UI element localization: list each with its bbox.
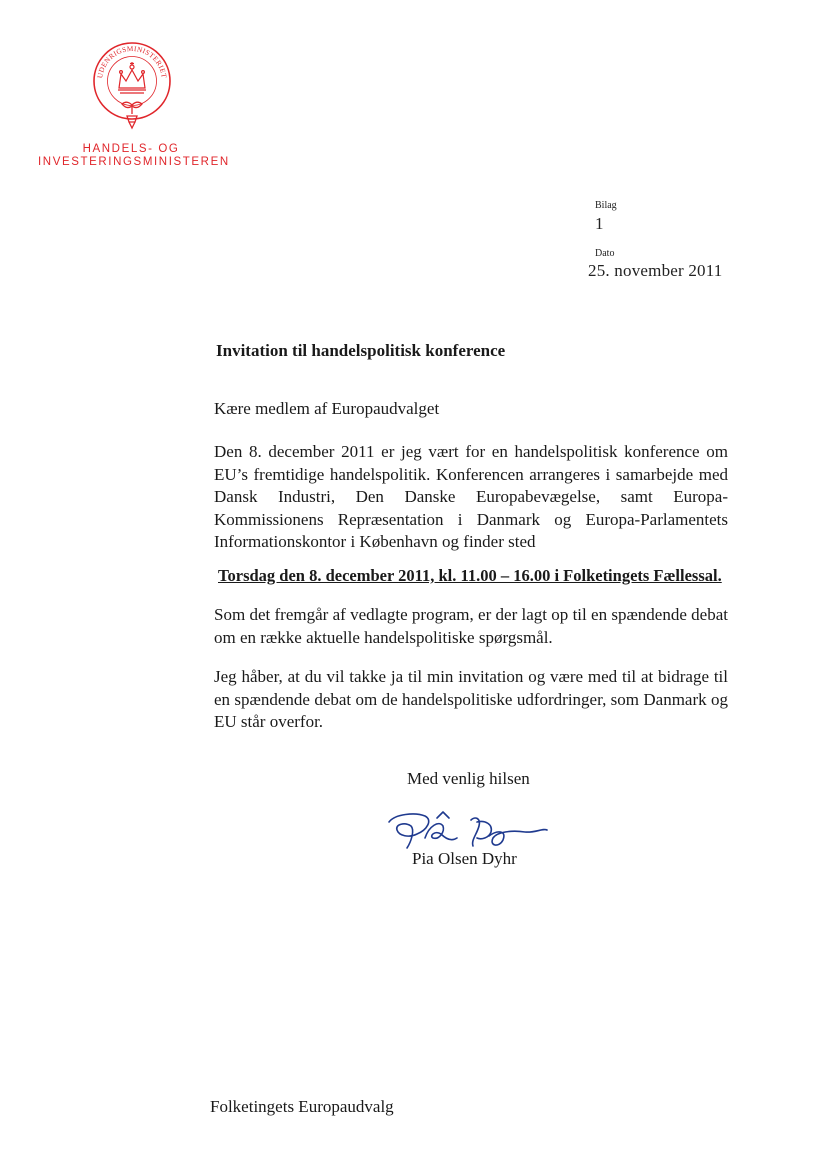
signer-name: Pia Olsen Dyhr bbox=[412, 849, 517, 868]
svg-text:UDENRIGSMINISTERIET: UDENRIGSMINISTERIET bbox=[96, 44, 168, 79]
ministry-line-2: INVESTERINGSMINISTEREN bbox=[38, 156, 230, 168]
bilag-label: Bilag bbox=[595, 200, 617, 211]
letter-subject: Invitation til handelspolitisk konference bbox=[216, 341, 506, 360]
salutation: Kære medlem af Europaudvalget bbox=[214, 399, 440, 418]
recipient-name: Folketingets Europaudvalg bbox=[210, 1097, 394, 1116]
ministry-line-1: HANDELS- OG bbox=[82, 143, 180, 155]
ministry-name bbox=[38, 143, 230, 169]
paragraph-invitation: Den 8. december 2011 er jeg vært for en handelspolitisk konference om EU’s fremtidige handelspolitik. Konferencen arrangeres i samarbejde med Dansk Industri, Den Danske Europabevægelse, samt Europa-Kommissionens Repræsentation i Danmark og Europa-Parlamentets Informationskontor i København og finder sted bbox=[214, 442, 728, 551]
bilag-value: 1 bbox=[595, 214, 604, 233]
dato-value: 25. november 2011 bbox=[588, 261, 723, 280]
paragraph-closing-remarks: Jeg håber, at du vil takke ja til min invitation og være med til at bidrage til en spændende debat om de handelspolitiske udfordringer, som Danmark og EU står overfor. bbox=[214, 667, 728, 731]
paragraph-program: Som det fremgår af vedlagte program, er der lagt op til en spændende debat om en række aktuelle handelspolitiske spørgsmål. bbox=[214, 605, 728, 647]
event-details: Torsdag den 8. december 2011, kl. 11.00 – 16.00 i Folketingets Fællessal. bbox=[218, 566, 722, 585]
royal-seal-logo bbox=[91, 40, 173, 132]
closing-greeting: Med venlig hilsen bbox=[407, 769, 530, 788]
dato-label: Dato bbox=[595, 248, 615, 259]
